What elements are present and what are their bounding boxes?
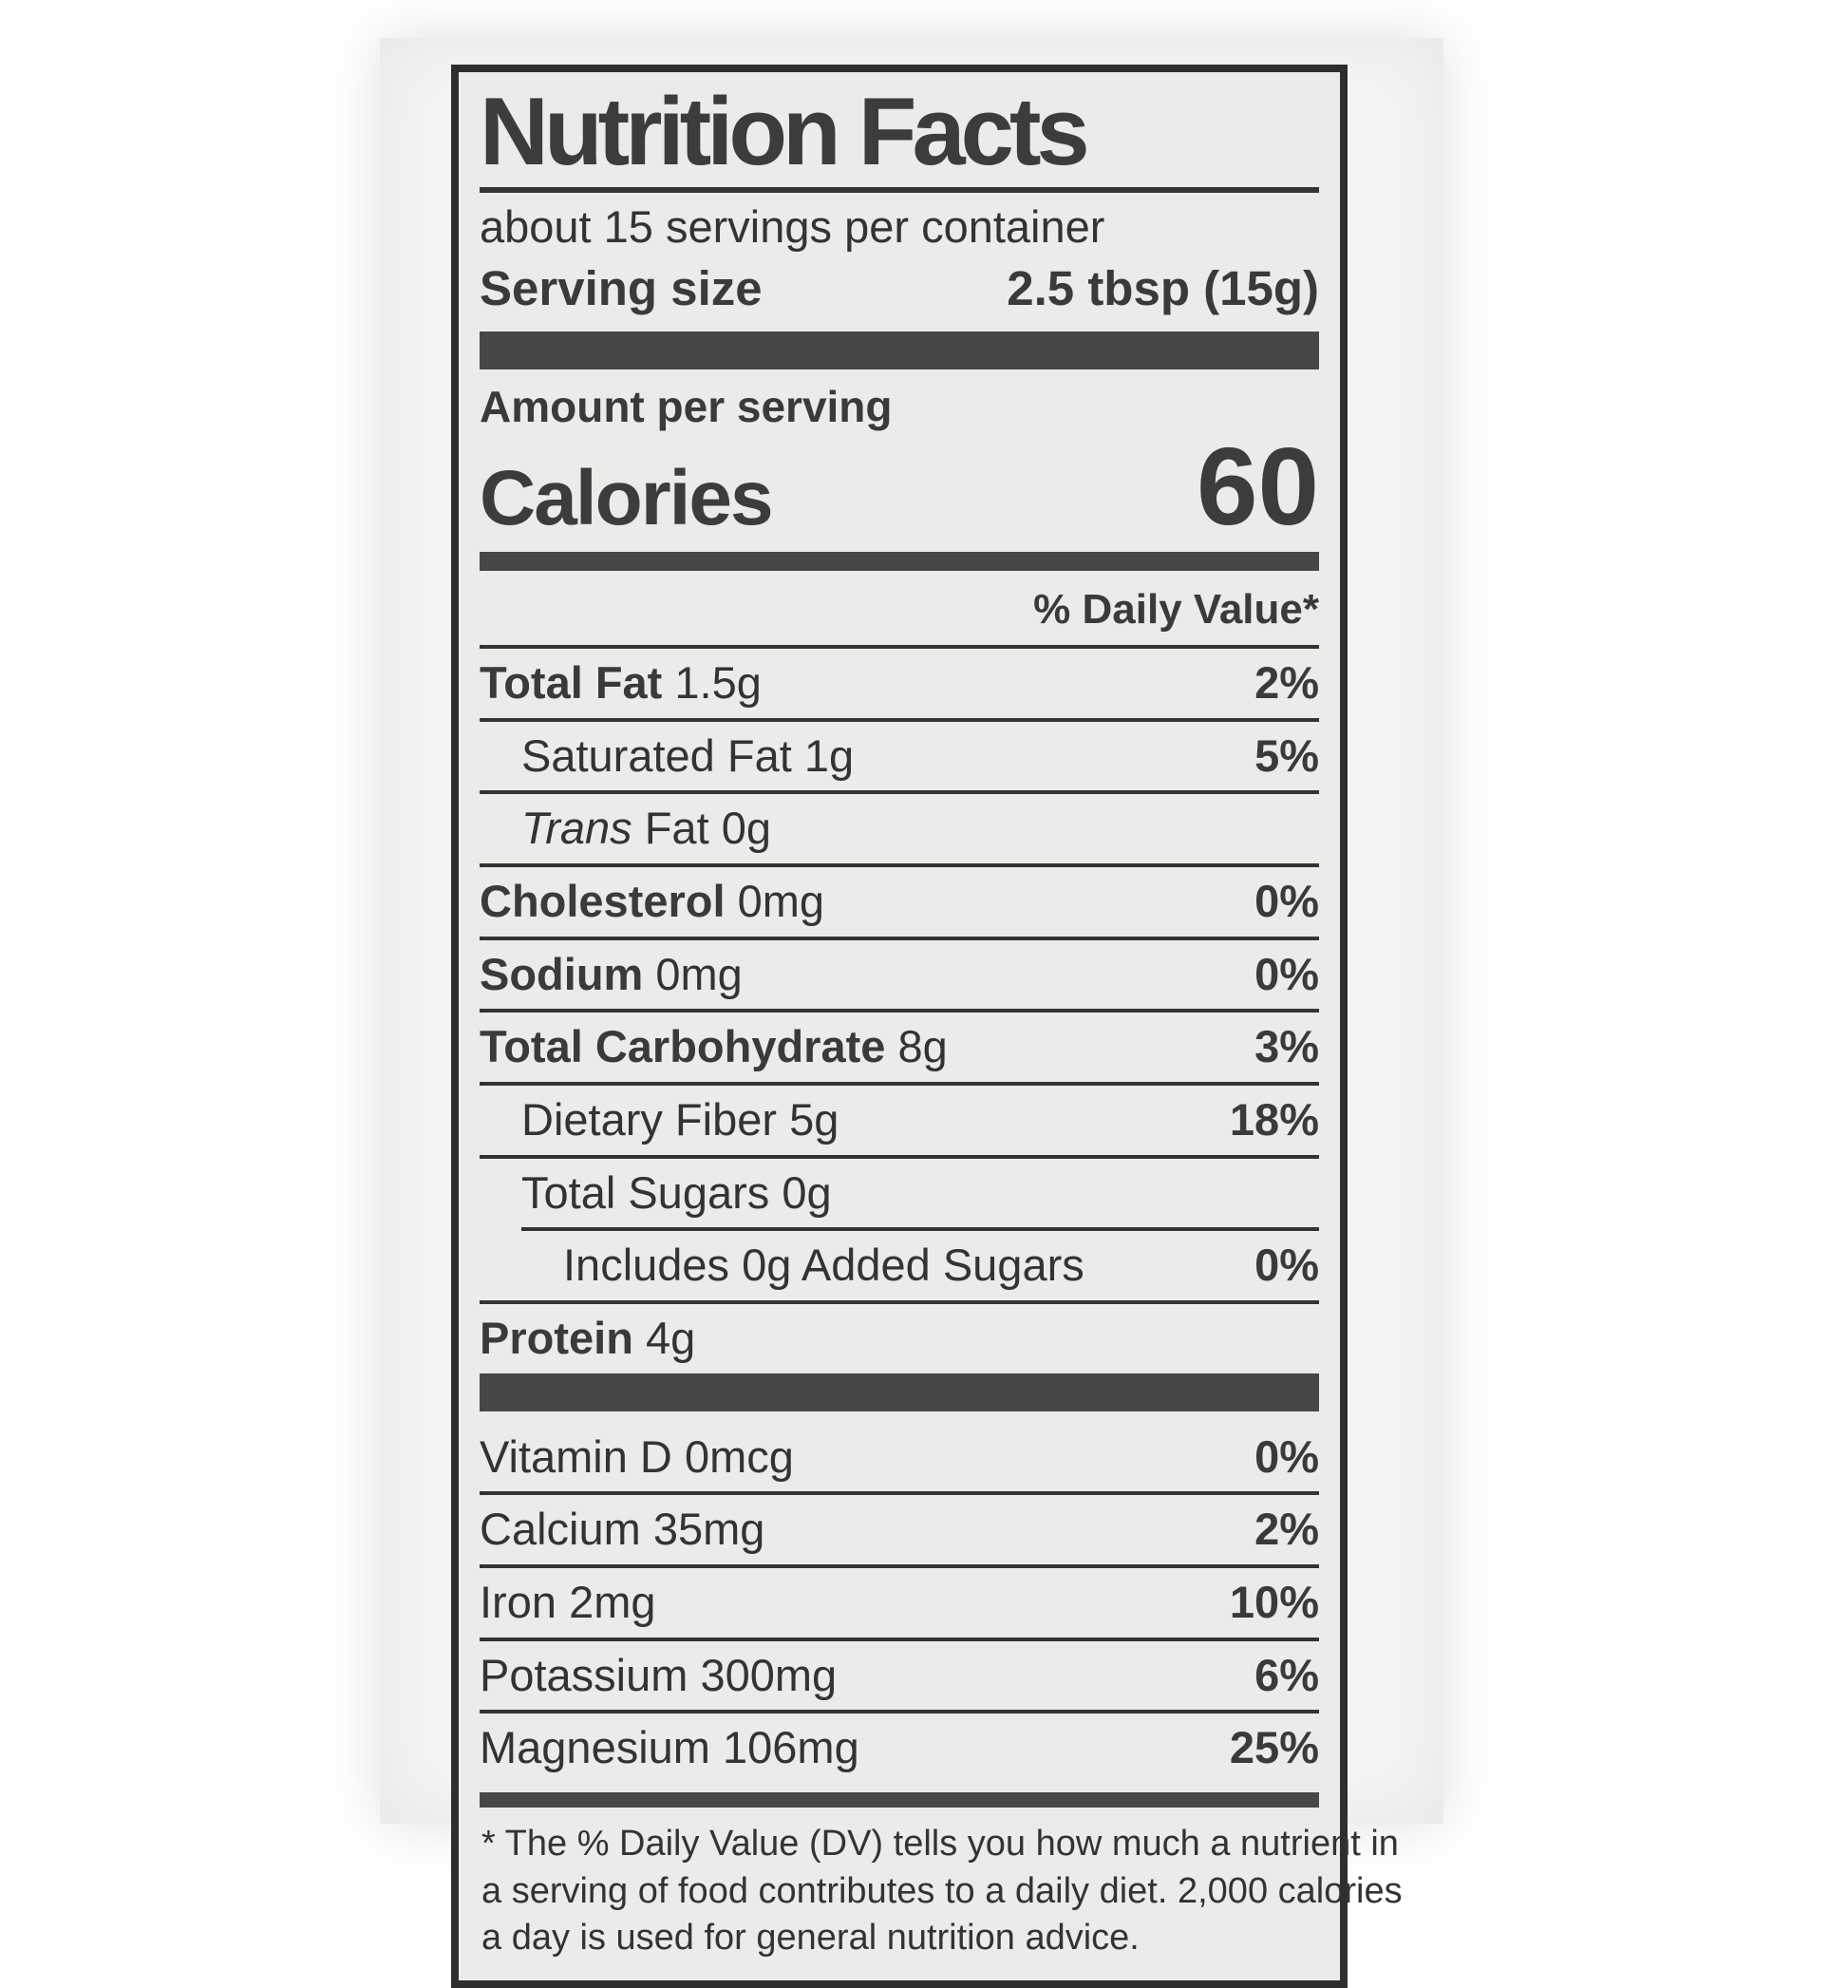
nutrient-dv: 18% (1229, 1093, 1319, 1145)
calories-value: 60 (1196, 424, 1319, 548)
nutrient-name-text: Magnesium (480, 1722, 710, 1773)
nutrient-amount: 2mg (569, 1577, 656, 1628)
section-bar-micronutrients (480, 1373, 1319, 1411)
nutrient-row-cholesterol (480, 863, 1319, 937)
nutrient-row-total-carbohydrate (480, 1009, 1319, 1082)
nutrient-row-total-sugars (480, 1155, 1319, 1228)
nutrient-row-sodium (480, 937, 1319, 1010)
nutrient-name-text: Vitamin D (480, 1430, 672, 1482)
nutrient-name (480, 1432, 794, 1482)
nutrient-name (480, 1505, 764, 1554)
nutrition-facts-label (451, 65, 1403, 1988)
nutrient-dv: 2% (1254, 656, 1319, 708)
nutrient-dv: 0% (1254, 1240, 1319, 1291)
nutrient-name (480, 1314, 695, 1363)
micronutrient-row-magnesium (480, 1710, 1319, 1783)
nutrient-name (480, 1095, 839, 1145)
section-bar-top (480, 331, 1319, 369)
micronutrient-row-iron (480, 1564, 1319, 1638)
nutrient-dv: 0% (1254, 948, 1319, 999)
nutrient-dv: 25% (1229, 1722, 1319, 1773)
nutrient-row-protein (480, 1300, 1319, 1373)
amount-per-serving: Amount per serving (480, 381, 893, 431)
micronutrient-row-vitamin-d (480, 1423, 1319, 1492)
nutrient-name-text: Calcium (480, 1504, 641, 1555)
nutrient-amount: 35mg (652, 1504, 765, 1555)
nutrient-name (480, 1578, 656, 1627)
nutrient-name-bold: Protein (480, 1313, 633, 1364)
serving-size-row (480, 260, 1319, 316)
nutrient-amount: 8g (897, 1021, 948, 1072)
footnote-line: * The % Daily Value (DV) tells you how much a nutrient in (481, 1824, 1399, 1865)
calories-row (480, 424, 1319, 548)
nutrient-name-bold: Total Carbohydrate (480, 1021, 886, 1072)
footnote-line: a serving of food contributes to a daily diet. 2,000 calories (481, 1870, 1403, 1911)
nutrient-name-text: Fat (644, 803, 709, 854)
footnote-line: a day is used for general nutrition advice. (481, 1917, 1140, 1958)
nutrient-dv: 2% (1254, 1504, 1319, 1555)
nutrient-row-saturated-fat (480, 718, 1319, 791)
title-divider (480, 187, 1319, 193)
nutrient-dv: 5% (1254, 729, 1319, 781)
nutrient-row-dietary-fiber (480, 1082, 1319, 1155)
nutrient-name (480, 950, 743, 999)
calories-label: Calories (480, 454, 772, 541)
micronutrient-row-calcium (480, 1491, 1319, 1564)
nutrient-name (480, 731, 854, 781)
section-bar-calories (480, 552, 1319, 571)
nutrient-amount: 0mg (737, 875, 825, 926)
footnote (480, 1808, 1403, 1967)
micronutrient-row-potassium (480, 1638, 1319, 1711)
nutrient-name-bold: Cholesterol (480, 875, 726, 926)
nutrient-amount: 300mg (700, 1649, 838, 1700)
servings-per-container: about 15 servings per container (480, 201, 1105, 253)
nutrient-amount: 1g (803, 729, 855, 781)
nutrient-amount: 0mcg (684, 1430, 794, 1482)
nutrient-amount: 0g (782, 1166, 832, 1218)
nutrient-name (480, 1651, 837, 1700)
nutrient-name-text: Saturated Fat (521, 729, 792, 781)
nutrient-row-total-fat (480, 645, 1319, 718)
nutrient-name (480, 1022, 948, 1071)
nutrient-name (480, 658, 762, 708)
nutrient-amount: 0g (721, 803, 771, 854)
daily-value-header: % Daily Value* (1033, 585, 1319, 633)
nutrient-name (480, 1240, 1084, 1290)
nutrient-row-trans-fat (480, 790, 1319, 863)
nutrient-amount: 1.5g (674, 656, 762, 708)
nutrient-name-text: Potassium (480, 1649, 688, 1700)
nutrient-amount: 106mg (723, 1722, 859, 1773)
nutrient-amount: 5g (789, 1093, 839, 1145)
package-background (380, 38, 1443, 1958)
nutrient-dv: 3% (1254, 1021, 1319, 1072)
nutrient-amount: 0mg (655, 948, 743, 999)
nutrient-amount: 4g (645, 1313, 696, 1364)
section-bar-footnote (480, 1792, 1319, 1808)
serving-size-value: 2.5 tbsp (15g) (1007, 260, 1319, 315)
nutrient-row-added-sugars (480, 1231, 1319, 1300)
nutrient-name (480, 877, 824, 926)
nutrient-name-text: Includes 0g Added Sugars (563, 1240, 1084, 1291)
nutrient-dv: 10% (1229, 1577, 1319, 1628)
nutrient-name (480, 804, 771, 853)
nutrient-name-bold: Total Fat (480, 656, 663, 708)
nutrient-dv: 0% (1254, 1430, 1319, 1482)
nutrient-name-italic: Trans (521, 803, 632, 854)
serving-size-label: Serving size (480, 260, 763, 315)
nutrient-name-bold: Sodium (480, 948, 644, 999)
label-title: Nutrition Facts (480, 79, 1085, 185)
nutrient-dv: 0% (1254, 875, 1319, 926)
nutrient-name-text: Total Sugars (521, 1166, 770, 1218)
nutrient-name-text: Dietary Fiber (521, 1093, 778, 1145)
nutrient-name (480, 1168, 832, 1218)
nutrient-name (480, 1723, 859, 1772)
nutrient-name-text: Iron (480, 1577, 556, 1628)
nutrient-dv: 6% (1254, 1649, 1319, 1700)
